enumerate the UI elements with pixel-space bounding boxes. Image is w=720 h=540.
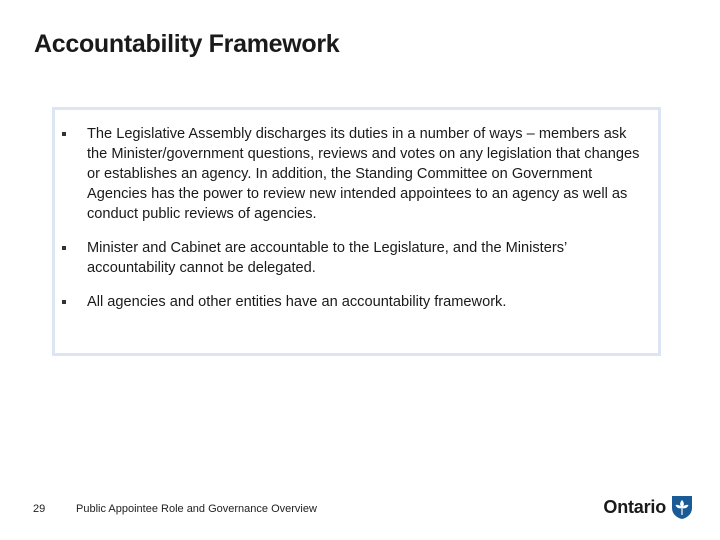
bullet-text: Minister and Cabinet are accountable to the Legislature, and the Ministers’ accountability cannot be delegated.: [87, 240, 567, 276]
bullet-list: [55, 110, 658, 312]
bullet-marker: [62, 246, 66, 250]
bullet-marker: [62, 300, 66, 304]
trillium-icon: [670, 494, 694, 520]
slide-title: Accountability Framework: [34, 30, 340, 58]
presentation-title: Public Appointee Role and Governance Overview: [76, 503, 317, 515]
content-box: [52, 107, 661, 356]
bullet-item: [55, 292, 644, 312]
logo-wordmark: Ontario: [603, 496, 666, 517]
bullet-marker: [62, 132, 66, 136]
bullet-text: All agencies and other entities have an accountability framework.: [87, 294, 507, 310]
bullet-item: [55, 124, 644, 224]
bullet-text: The Legislative Assembly discharges its duties in a number of ways – members ask the Minister/government questions, reviews and votes on any legislation that changes or establishes an agency. In addition, the Standing Committee on Government Agencies has the power to review new intended appointees to an agency as well as conduct public reviews of agencies.: [87, 126, 640, 222]
bullet-item: [55, 238, 644, 278]
page-number: 29: [33, 503, 46, 515]
ontario-logo: [603, 494, 694, 520]
